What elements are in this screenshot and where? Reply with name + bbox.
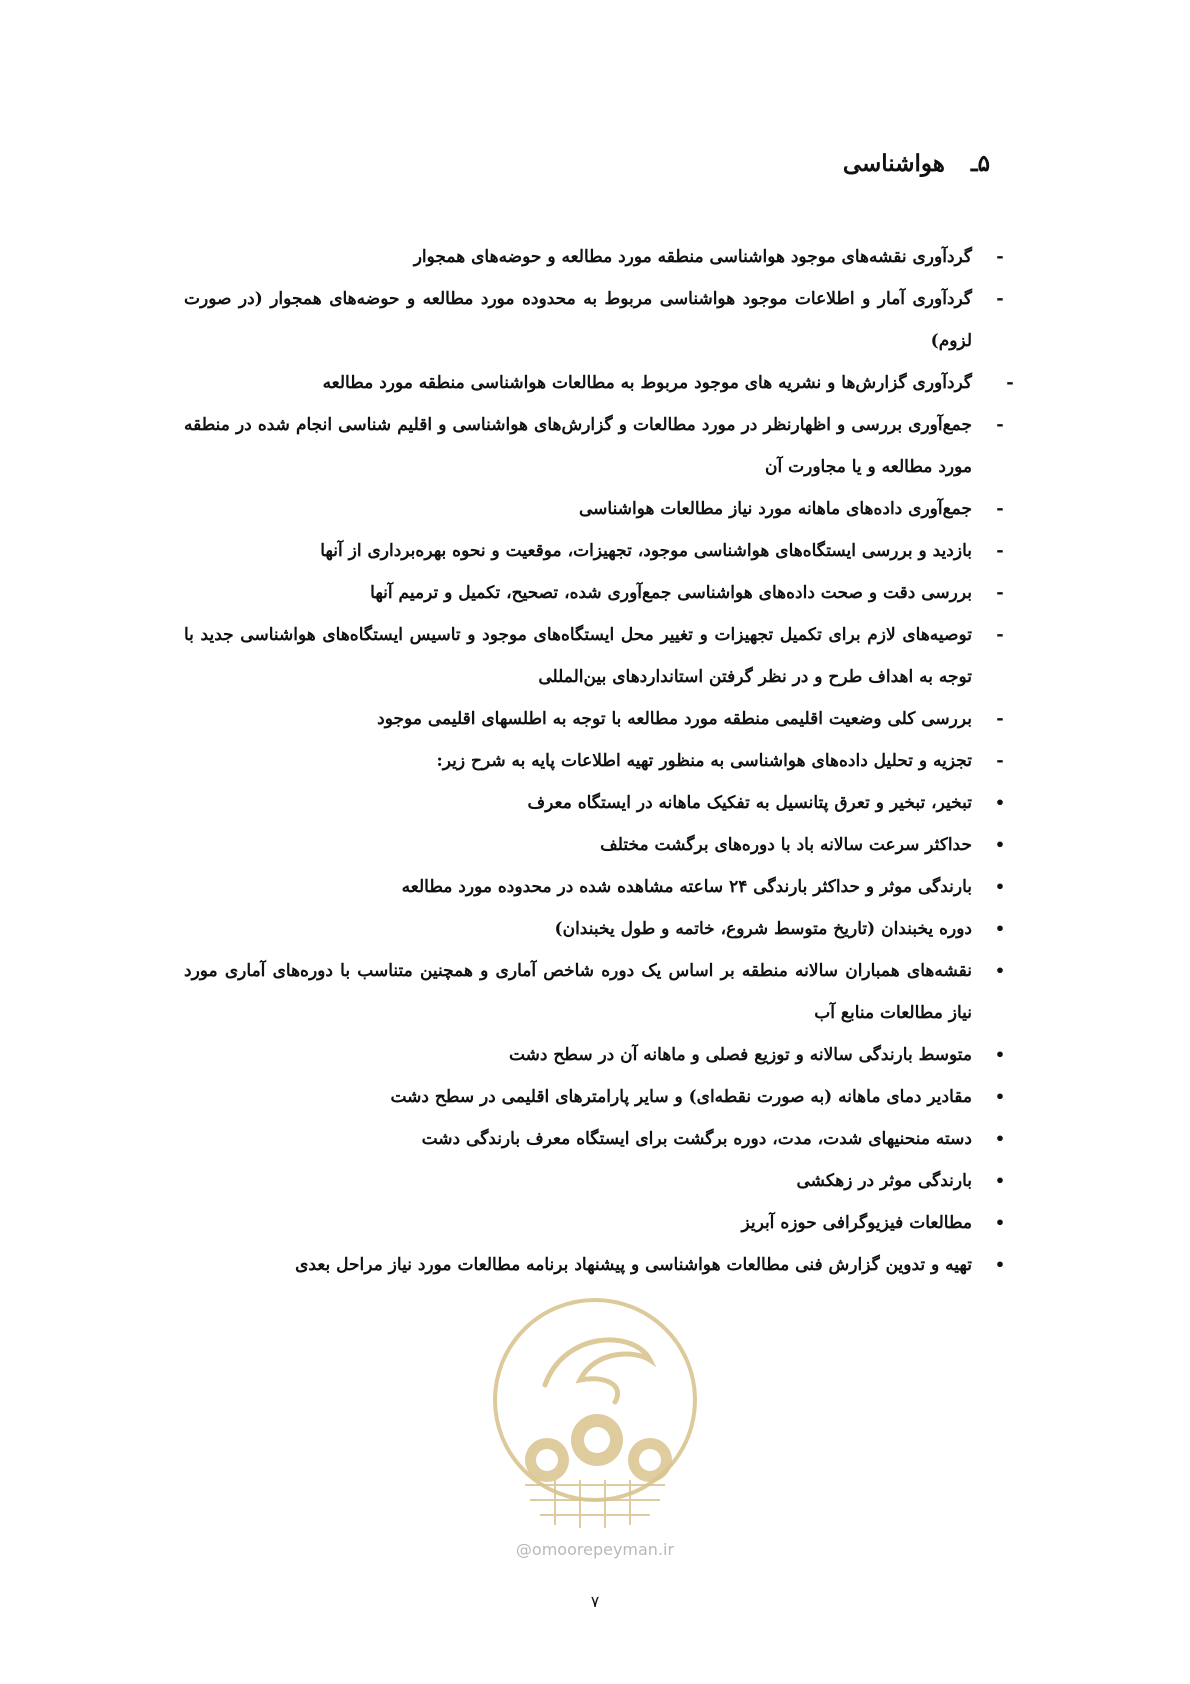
list-item xyxy=(184,236,1010,278)
dash-marker: - xyxy=(996,708,1004,729)
list-item-text: متوسط بارندگی سالانه و توزیع فصلی و ماهانه آن در سطح دشت xyxy=(508,1045,972,1065)
bullet-marker: • xyxy=(994,1213,1006,1232)
list-item-text: گردآوری نقشه‌های موجود هواشناسی منطقه مورد مطالعه و حوضه‌های همجوار xyxy=(413,247,972,267)
dash-marker: - xyxy=(996,498,1004,519)
list-item xyxy=(184,1034,1010,1076)
dash-marker: - xyxy=(996,582,1004,603)
task-list xyxy=(184,236,1014,1286)
section-title: هواشناسی xyxy=(842,150,945,177)
list-item xyxy=(184,614,1010,698)
list-item-text: بررسی کلی وضعیت اقلیمی منطقه مورد مطالعه با توجه به اطلسهای اقلیمی موجود xyxy=(377,709,972,729)
section-heading xyxy=(843,150,990,177)
list-item xyxy=(184,488,1010,530)
list-item xyxy=(184,824,1010,866)
bullet-marker: • xyxy=(994,835,1006,854)
list-item xyxy=(184,362,1014,404)
list-item-text: تهیه و تدوین گزارش فنی مطالعات هواشناسی و پیشنهاد برنامه مطالعات مورد نیاز مراحل بعدی xyxy=(295,1255,972,1275)
dash-marker: - xyxy=(996,624,1004,645)
list-item-text: نقشه‌های همباران سالانه منطقه بر اساس یک دوره شاخص آماری و همچنین متناسب با دوره‌های آماری مورد نیاز مطالعات منابع آب xyxy=(184,961,972,1023)
dash-marker: - xyxy=(996,414,1004,435)
list-item xyxy=(184,1160,1010,1202)
dash-marker: - xyxy=(996,540,1004,561)
bullet-marker: • xyxy=(994,1045,1006,1064)
list-item-text: مقادیر دمای ماهانه (به صورت نقطه‌ای) و سایر پارامترهای اقلیمی در سطح دشت xyxy=(390,1087,972,1107)
list-item xyxy=(184,278,1010,362)
list-item-text: گردآوری آمار و اطلاعات موجود هواشناسی مربوط به محدوده مورد مطالعه و حوضه‌های همجوار (در صورت لزوم) xyxy=(184,289,972,351)
list-item xyxy=(184,782,1010,824)
list-item-text: بارندگی موثر در زهکشی xyxy=(796,1171,972,1191)
list-item-text: بازدید و بررسی ایستگاه‌های هواشناسی موجود، تجهیزات، موقعیت و نحوه بهره‌برداری از آنها xyxy=(320,541,972,561)
list-item xyxy=(184,866,1010,908)
watermark-logo xyxy=(485,1290,705,1540)
list-item xyxy=(184,404,1010,488)
list-item-text: جمع‌آوری داده‌های ماهانه مورد نیاز مطالعات هواشناسی xyxy=(579,499,972,519)
watermark-url: @omoorepeyman.ir xyxy=(515,1540,675,1559)
list-item-text: حداکثر سرعت سالانه باد با دوره‌های برگشت مختلف xyxy=(600,835,972,855)
logo-calligraphy-icon xyxy=(545,1340,650,1402)
bullet-marker: • xyxy=(994,1129,1006,1148)
list-item xyxy=(184,908,1010,950)
list-item xyxy=(184,530,1010,572)
list-item xyxy=(184,1118,1010,1160)
dash-marker: - xyxy=(996,750,1004,771)
list-item-text: دوره یخبندان (تاریخ متوسط شروع، خاتمه و طول یخبندان) xyxy=(554,919,972,939)
list-item xyxy=(184,1202,1010,1244)
list-item xyxy=(184,698,1010,740)
section-number: ۵ـ xyxy=(970,150,990,177)
list-item-text: مطالعات فیزیوگرافی حوزه آبریز xyxy=(741,1213,972,1233)
list-item-text: دسته منحنیهای شدت، مدت، دوره برگشت برای ایستگاه معرف بارندگی دشت xyxy=(421,1129,972,1149)
list-item xyxy=(184,950,1010,1034)
list-item xyxy=(184,740,1010,782)
list-item xyxy=(184,572,1010,614)
dash-marker: - xyxy=(1006,372,1014,393)
list-item-text: بارندگی موثر و حداکثر بارندگی ۲۴ ساعته مشاهده شده در محدوده مورد مطالعه xyxy=(401,877,972,897)
list-item-text: جمع‌آوری بررسی و اظهارنظر در مورد مطالعات و گزارش‌های هواشناسی و اقلیم شناسی انجام شده در منطقه مورد مطالعه و یا مجاورت آن xyxy=(184,415,972,477)
bullet-marker: • xyxy=(994,793,1006,812)
list-item-text: توصیه‌های لازم برای تکمیل تجهیزات و تغییر محل ایستگاه‌های موجود و تاسیس ایستگاه‌های هواشناسی جدید با توجه به اهداف طرح و در نظر گرفتن استانداردهای بین‌المللی xyxy=(184,625,972,687)
list-item xyxy=(184,1244,1010,1286)
bullet-marker: • xyxy=(994,877,1006,896)
bullet-marker: • xyxy=(994,1087,1006,1106)
bullet-marker: • xyxy=(994,961,1006,980)
dash-marker: - xyxy=(996,288,1004,309)
page-number: ۷ xyxy=(590,1592,600,1611)
list-item-text: تجزیه و تحلیل داده‌های هواشناسی به منظور تهیه اطلاعات پایه به شرح زیر: xyxy=(436,751,972,771)
list-item-text: بررسی دقت و صحت داده‌های هواشناسی جمع‌آوری شده، تصحیح، تکمیل و ترمیم آنها xyxy=(370,583,972,603)
list-item xyxy=(184,1076,1010,1118)
list-item-text: تبخیر، تبخیر و تعرق پتانسیل به تفکیک ماهانه در ایستگاه معرف xyxy=(527,793,972,813)
bullet-marker: • xyxy=(994,1171,1006,1190)
dash-marker: - xyxy=(996,246,1004,267)
bullet-marker: • xyxy=(994,1255,1006,1274)
bullet-marker: • xyxy=(994,919,1006,938)
list-item-text: گردآوری گزارش‌ها و نشریه های موجود مربوط به مطالعات هواشناسی منطقه مورد مطالعه xyxy=(322,373,972,393)
